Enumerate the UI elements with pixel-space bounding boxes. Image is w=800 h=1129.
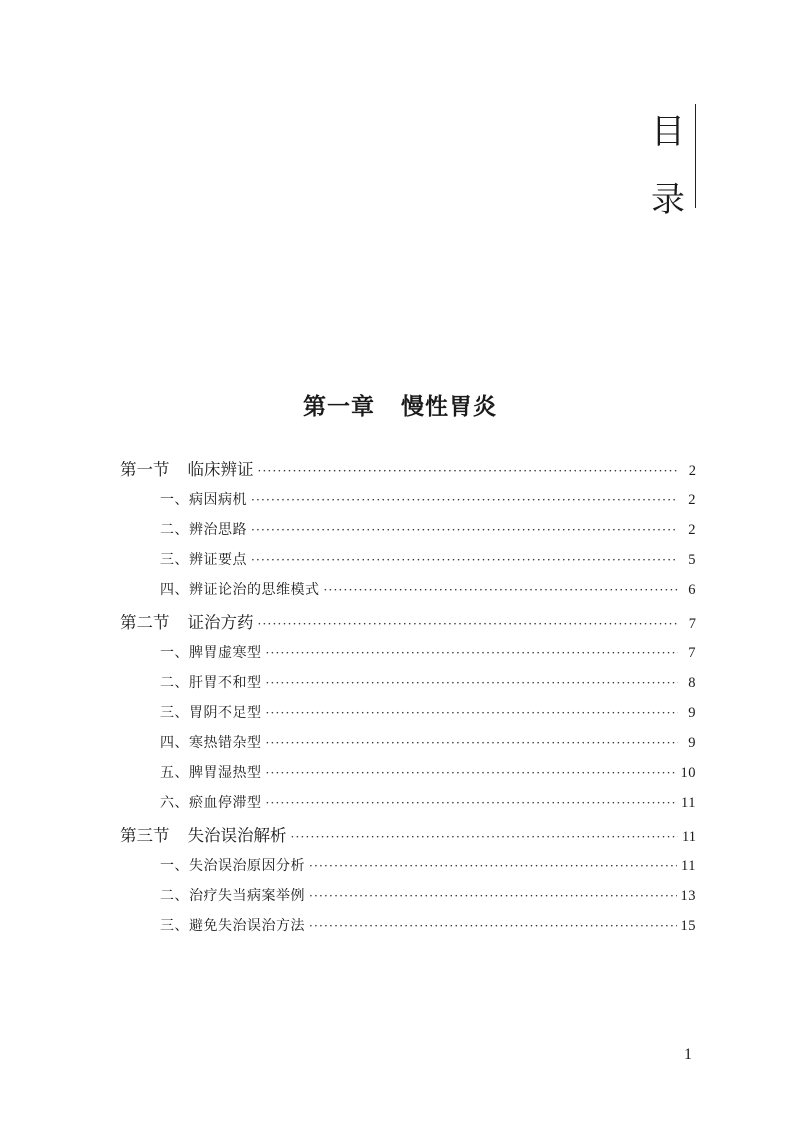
section-title: 证治方药 xyxy=(187,613,254,632)
entry-title: 三、胃阴不足型 xyxy=(160,705,262,721)
entry-title: 一、脾胃虚寒型 xyxy=(160,645,262,661)
dot-leader xyxy=(309,911,677,941)
entry-page: 10 xyxy=(680,765,696,781)
toc-entry[interactable] xyxy=(120,851,696,881)
entry-page: 9 xyxy=(688,735,696,751)
toc-entry[interactable] xyxy=(120,911,696,941)
dot-leader xyxy=(266,788,678,818)
chapter-title xyxy=(0,388,800,421)
dot-leader xyxy=(251,545,678,575)
toc-entry[interactable] xyxy=(120,758,696,788)
dot-leader xyxy=(266,728,679,758)
toc-entry[interactable] xyxy=(120,485,696,515)
section-page: 7 xyxy=(688,616,696,632)
entry-page: 2 xyxy=(688,492,696,508)
section-page: 2 xyxy=(688,463,696,479)
toc-heading xyxy=(648,98,688,234)
toc-entry[interactable] xyxy=(120,575,696,605)
dot-leader xyxy=(251,515,678,545)
entry-title: 六、瘀血停滞型 xyxy=(160,795,262,811)
entry-title: 三、避免失治误治方法 xyxy=(160,918,305,934)
toc-section-2[interactable] xyxy=(120,608,696,638)
dot-leader xyxy=(251,485,678,515)
chapter-number: 第一章 xyxy=(303,393,375,420)
section-number: 第三节 xyxy=(120,826,170,845)
dot-leader xyxy=(266,698,679,728)
entry-page: 15 xyxy=(680,918,696,934)
toc-heading-char-2: 录 xyxy=(651,180,685,220)
toc-entry[interactable] xyxy=(120,545,696,575)
entry-page: 8 xyxy=(688,675,696,691)
entry-title: 二、治疗失当病案举例 xyxy=(160,888,305,904)
entry-page: 13 xyxy=(680,888,696,904)
entry-page: 9 xyxy=(688,705,696,721)
dot-leader xyxy=(266,668,679,698)
dot-leader xyxy=(266,638,679,668)
dot-leader xyxy=(266,758,677,788)
toc-list xyxy=(120,452,696,941)
page-number: 1 xyxy=(684,1046,692,1063)
entry-page: 11 xyxy=(681,795,696,811)
entry-title: 一、病因病机 xyxy=(160,492,247,508)
entry-title: 五、脾胃湿热型 xyxy=(160,765,262,781)
toc-entry[interactable] xyxy=(120,668,696,698)
toc-section-1[interactable] xyxy=(120,455,696,485)
entry-page: 2 xyxy=(688,522,696,538)
toc-entry[interactable] xyxy=(120,698,696,728)
dot-leader xyxy=(258,609,679,639)
section-page: 11 xyxy=(682,829,696,845)
toc-heading-char-1: 目 xyxy=(651,112,685,152)
section-title: 失治误治解析 xyxy=(187,826,287,845)
section-number: 第一节 xyxy=(120,460,170,479)
toc-section-3[interactable] xyxy=(120,821,696,851)
entry-page: 7 xyxy=(688,645,696,661)
chapter-name: 慢性胃炎 xyxy=(401,393,497,420)
toc-entry[interactable] xyxy=(120,881,696,911)
entry-title: 二、辨治思路 xyxy=(160,522,247,538)
section-title: 临床辨证 xyxy=(187,460,254,479)
entry-page: 5 xyxy=(688,552,696,568)
entry-title: 一、失治误治原因分析 xyxy=(160,858,305,874)
toc-entry[interactable] xyxy=(120,638,696,668)
entry-page: 11 xyxy=(681,858,696,874)
section-number: 第二节 xyxy=(120,613,170,632)
entry-title: 三、辨证要点 xyxy=(160,552,247,568)
toc-entry[interactable] xyxy=(120,728,696,758)
entry-page: 6 xyxy=(688,582,696,598)
entry-title: 四、辨证论治的思维模式 xyxy=(160,582,320,598)
dot-leader xyxy=(258,456,679,486)
dot-leader xyxy=(291,822,679,852)
dot-leader xyxy=(309,881,677,911)
entry-title: 二、肝胃不和型 xyxy=(160,675,262,691)
entry-title: 四、寒热错杂型 xyxy=(160,735,262,751)
toc-entry[interactable] xyxy=(120,515,696,545)
dot-leader xyxy=(324,575,679,605)
dot-leader xyxy=(309,851,677,881)
toc-entry[interactable] xyxy=(120,788,696,818)
heading-vertical-rule xyxy=(695,104,696,208)
